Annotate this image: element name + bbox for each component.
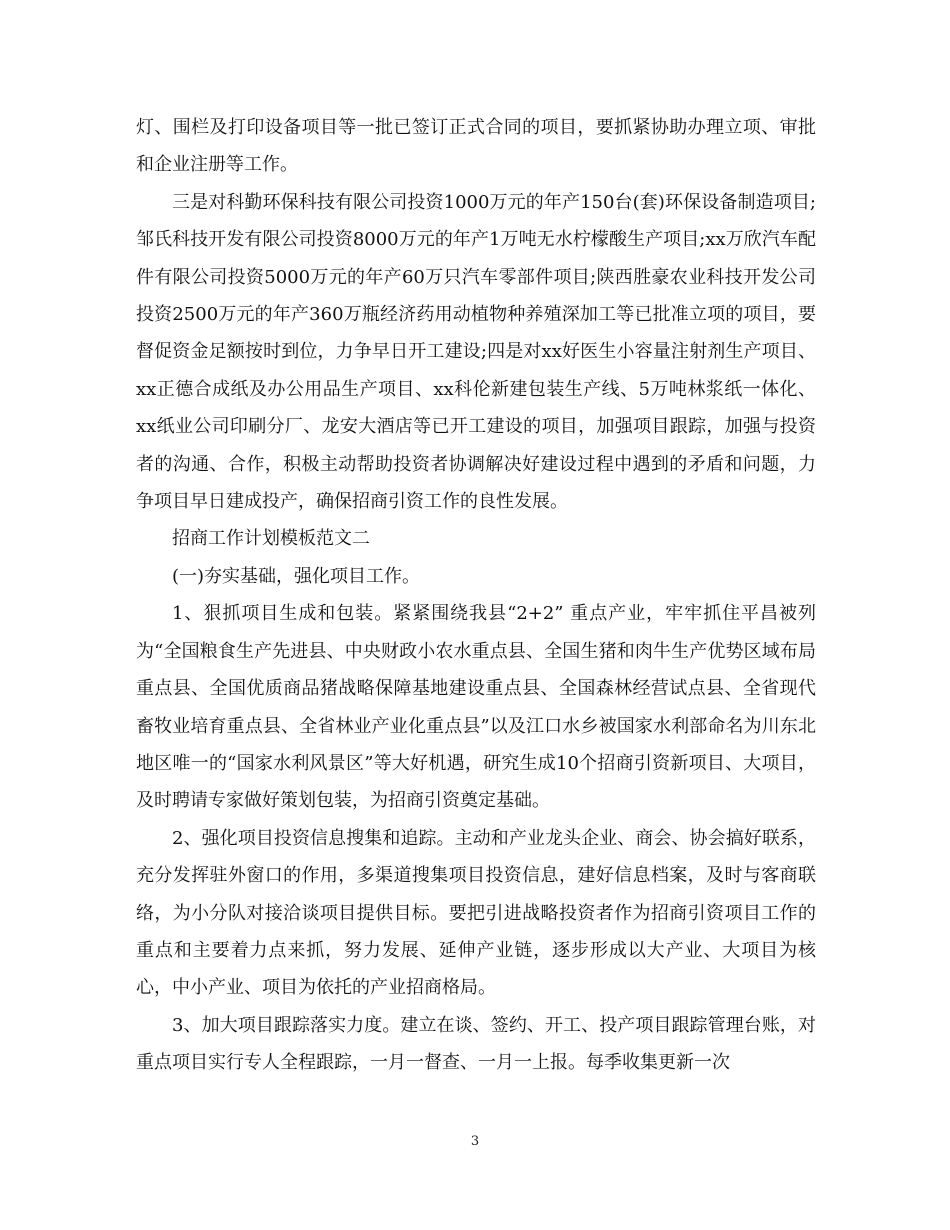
paragraph-1: 灯、围栏及打印设备项目等一批已签订正式合同的项目，要抓紧协助办理立项、审批和企业注册等工作。 <box>136 117 816 176</box>
paragraph-item-3: 3、加大项目跟踪落实力度。建立在谈、签约、开工、投产项目跟踪管理台账，对重点项目实行专人全程跟踪，一月一督查、一月一上报。每季收集更新一次 <box>136 1014 816 1074</box>
paragraph-item-1: 1、狠抓项目生成和包装。紧紧围绕我县“2+2” 重点产业，牢牢抓住平昌被列为“全国粮食生产先进县、中央财政小农水重点县、全国生猪和肉牛生产优势区域布局重点县、全国优质商品猪战略保障基地建设重点县、全国森林经营试点县、全省现代畜牧业培育重点县、全省林业产业化重点县”以及江口水乡被国家水利部命名为川东北地区唯一的“国家水利风景区”等大好机遇，研究生成10个招商引资新项目、大项目，及时聘请专家做好策划包装，为招商引资奠定基础。 <box>136 603 816 812</box>
subsection-heading: (一)夯实基础，强化项目工作。 <box>172 565 421 587</box>
paragraph-2: 三是对科勤环保科技有限公司投资1000万元的年产150台(套)环保设备制造项目;邹氏科技开发有限公司投资8000万元的年产1万吨无水柠檬酸生产项目;xx万欣汽车配件有限公司投资5000万元的年产60万只汽车零部件项目;陕西胜豪农业科技开发公司投资2500万元的年产360万瓶经济药用动植物种养殖深加工等已批准立项的项目，要督促资金足额按时到位，力争早日开工建设;四是对xx好医生小容量注射剂生产项目、xx正德合成纸及办公用品生产项目、xx科伦新建包装生产线、5万吨林浆纸一体化、xx纸业公司印刷分厂、龙安大酒店等已开工建设的项目，加强项目跟踪，加强与投资者的沟通、合作，积极主动帮助投资者协调解决好建设过程中遇到的矛盾和问题，力争项目早日建成投产，确保招商引资工作的良性发展。 <box>136 191 816 513</box>
section-title: 招商工作计划模板范文二 <box>172 528 370 550</box>
document-body <box>136 109 816 1082</box>
page-number: 3 <box>470 1134 480 1149</box>
paragraph-item-2: 2、强化项目投资信息搜集和追踪。主动和产业龙头企业、商会、协会搞好联系，充分发挥驻外窗口的作用，多渠道搜集项目投资信息，建好信息档案，及时与客商联络，为小分队对接洽谈项目提供目标。要把引进战略投资者作为招商引资项目工作的重点和主要着力点来抓，努力发展、延伸产业链，逐步形成以大产业、大项目为核心，中小产业、项目为依托的产业招商格局。 <box>136 827 816 999</box>
